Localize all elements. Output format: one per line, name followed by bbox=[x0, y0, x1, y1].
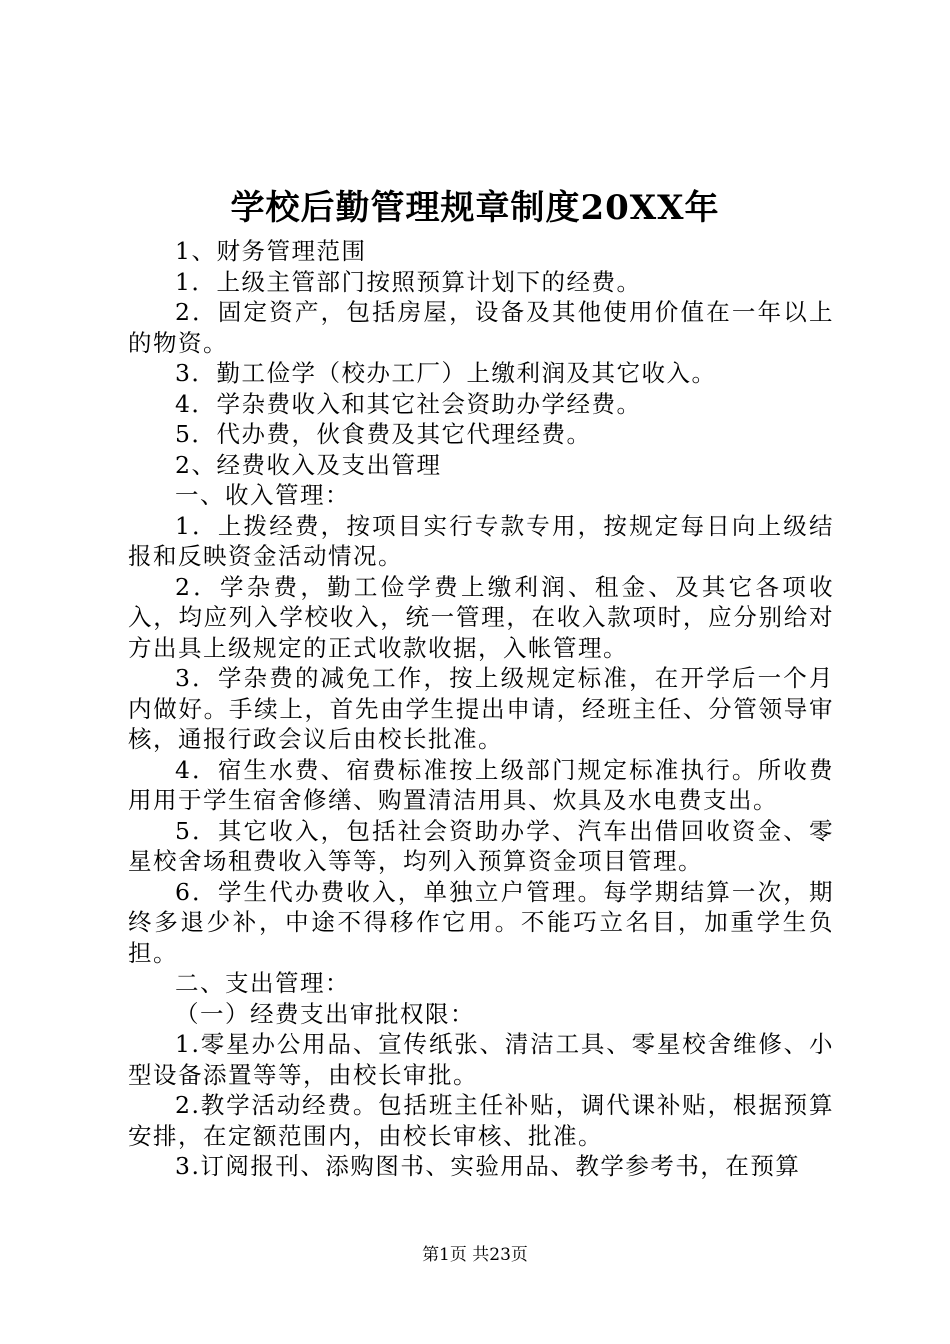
paragraph: 5．其它收入，包括社会资助办学、汽车出借回收资金、零星校舍场租费收入等等，均列入预算资金项目管理。 bbox=[128, 816, 834, 875]
paragraph: 3．学杂费的减免工作，按上级规定标准，在开学后一个月内做好。手续上，首先由学生提出申请，经班主任、分管领导审核，通报行政会议后由校长批准。 bbox=[128, 664, 834, 753]
paragraph: 3．勤工俭学（校办工厂）上缴利润及其它收入。 bbox=[175, 359, 717, 387]
paragraph: 1．上拨经费，按项目实行专款专用，按规定每日向上级结报和反映资金活动情况。 bbox=[128, 511, 834, 570]
paragraph: 1.零星办公用品、宣传纸张、清洁工具、零星校舍维修、小型设备添置等等，由校长审批。 bbox=[128, 1030, 834, 1089]
paragraph: 6．学生代办费收入，单独立户管理。每学期结算一次，期终多退少补，中途不得移作它用。不能巧立名目，加重学生负担。 bbox=[128, 877, 834, 967]
paragraph: 2．学杂费，勤工俭学费上缴利润、租金、及其它各项收入，均应列入学校收入，统一管理，在收入款项时，应分别给对方出具上级规定的正式收款收据，入帐管理。 bbox=[128, 572, 834, 662]
subsection-heading: 一、收入管理： bbox=[175, 481, 350, 509]
subsection-heading: （一）经费支出审批权限： bbox=[175, 999, 475, 1028]
section-heading: 1、财务管理范围 bbox=[175, 237, 367, 265]
document-body bbox=[128, 236, 834, 1182]
subsection-heading: 二、支出管理： bbox=[175, 969, 350, 997]
paragraph: 3.订阅报刊、添购图书、实验用品、教学参考书，在预算 bbox=[175, 1152, 801, 1180]
section-heading: 2、经费收入及支出管理 bbox=[175, 450, 442, 479]
document-title: 学校后勤管理规章制度20XX年 bbox=[230, 188, 720, 228]
paragraph: 5．代办费，伙食费及其它代理经费。 bbox=[175, 420, 592, 448]
paragraph: 2.教学活动经费。包括班主任补贴，调代课补贴，根据预算安排，在定额范围内，由校长审核、批准。 bbox=[128, 1091, 834, 1150]
page-number-footer: 第1页 共23页 bbox=[422, 1245, 528, 1265]
paragraph: 4．学杂费收入和其它社会资助办学经费。 bbox=[175, 389, 642, 418]
paragraph: 2．固定资产，包括房屋，设备及其他使用价值在一年以上的物资。 bbox=[128, 298, 834, 357]
paragraph: 1．上级主管部门按照预算计划下的经费。 bbox=[175, 267, 642, 296]
paragraph: 4．宿生水费、宿费标准按上级部门规定标准执行。所收费用用于学生宿舍修缮、购置清洁用具、炊具及水电费支出。 bbox=[128, 755, 834, 814]
